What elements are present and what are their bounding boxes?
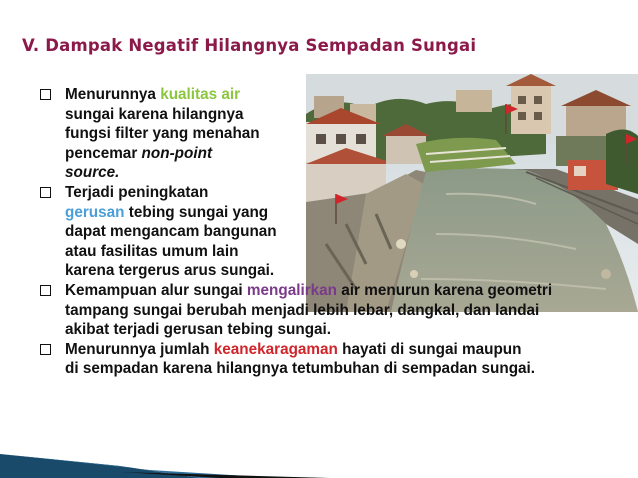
bullet-text: pencemar: [65, 144, 142, 162]
bullet-2-line-5: karena tergerus arus sungai.: [65, 262, 275, 280]
bullet-item-3: [40, 281, 632, 340]
bullet-2-line-1: Terjadi peningkatan: [65, 183, 209, 201]
bullet-1-line-4: [65, 144, 632, 164]
bullet-4-line-1: [65, 340, 632, 360]
keyword-mengalirkan: mengalirkan: [246, 281, 338, 299]
slide-title: V. Dampak Negatif Hilangnya Sempadan Sungai: [22, 36, 477, 55]
keyword-kualitas-air: kualitas air: [160, 86, 241, 103]
bullet-text: Menurunnya: [65, 86, 161, 103]
bullet-text: air menurun karena geometri: [337, 281, 553, 299]
bullet-2-line-3: dapat mengancam bangunan: [65, 223, 277, 241]
keyword-gerusan: gerusan: [65, 203, 125, 221]
checkbox-icon: [40, 344, 51, 355]
bullet-3-line-2: tampang sungai berubah menjadi lebih lebar, dangkal, dan landai: [65, 301, 540, 319]
bullet-item-2: [40, 183, 632, 281]
bullet-2-line-2: [65, 203, 632, 223]
bullet-3-line-3: akibat terjadi gerusan tebing sungai.: [65, 321, 332, 339]
bullet-1-line-3: fungsi filter yang menahan: [65, 125, 260, 143]
bullet-4-line-2: di sempadan karena hilangnya tetumbuhan di sempadan sungai.: [65, 360, 536, 378]
bullet-1-line-5: source.: [65, 164, 120, 182]
bullet-text: Menurunnya jumlah: [65, 340, 214, 358]
bullet-3-line-1: [65, 281, 632, 301]
bullet-1-line-2: sungai karena hilangnya: [65, 105, 244, 123]
italic-term: non-point: [141, 144, 213, 162]
bullet-list: [40, 85, 632, 379]
bullet-text: hayati di sungai maupun: [337, 340, 522, 358]
checkbox-icon: [40, 187, 51, 198]
bullet-item-4: [40, 340, 632, 379]
bullet-item-1: [40, 85, 632, 183]
keyword-keanekaragaman: keanekaragaman: [213, 340, 338, 358]
bullet-2-line-4: atau fasilitas umum lain: [65, 242, 239, 260]
bottom-decoration: [0, 448, 638, 478]
wave-decoration: [0, 448, 638, 478]
bullet-text: Kemampuan alur sungai: [65, 281, 247, 299]
bullet-1-line-1: [65, 85, 632, 105]
checkbox-icon: [40, 285, 51, 296]
checkbox-icon: [40, 89, 51, 100]
bullet-text: tebing sungai yang: [124, 203, 269, 221]
